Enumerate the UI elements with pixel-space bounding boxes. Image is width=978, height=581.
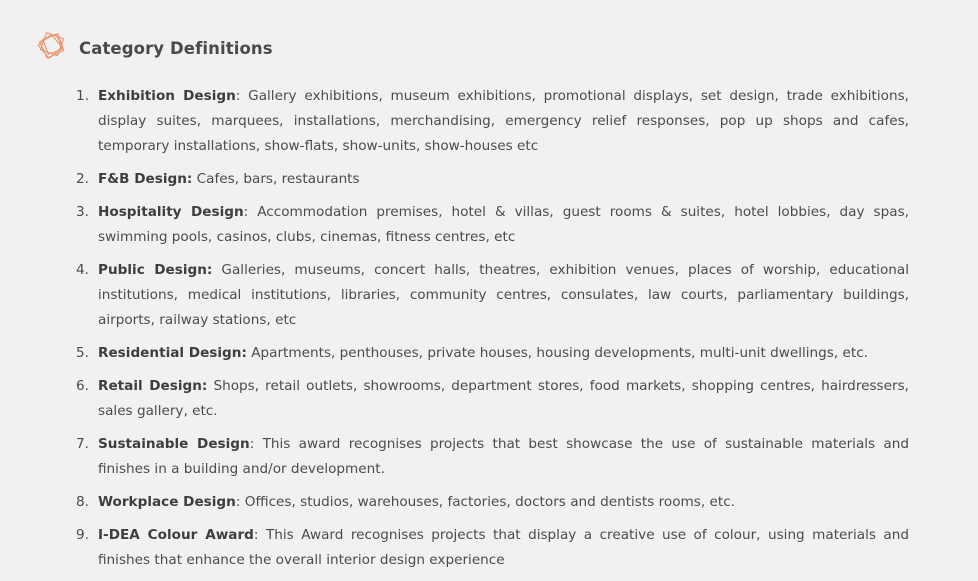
definition-number: 9. (76, 527, 89, 543)
definition-text: : Accommodation premises, hotel & villas, guest rooms & suites, hotel lobbies, day spas, swimming pools, casinos, clubs, cinemas, fitness centres, etc (98, 204, 909, 245)
definition-number: 2. (76, 171, 89, 187)
definition-item (62, 490, 909, 515)
definition-text: : This award recognises projects that best showcase the use of sustainable materials and finishes in a building and/or development. (98, 436, 909, 477)
definition-item (62, 167, 909, 192)
definition-term: I-DEA Colour Award (98, 527, 254, 543)
definition-term: Residential Design: (98, 345, 247, 361)
geometric-squares-logo-icon (33, 26, 71, 68)
definition-term: Retail Design: (98, 378, 208, 394)
definition-text: : Offices, studios, warehouses, factories, doctors and dentists rooms, etc. (235, 494, 735, 510)
category-definitions-list (62, 84, 909, 581)
definition-text: Apartments, penthouses, private houses, housing developments, multi-unit dwellings, etc. (246, 345, 868, 361)
definition-term: Workplace Design (98, 494, 236, 510)
definition-item (62, 523, 909, 573)
definition-number: 1. (76, 88, 89, 104)
definition-number: 8. (76, 494, 89, 510)
definition-term: Sustainable Design (98, 436, 250, 452)
definition-text: Galleries, museums, concert halls, theatres, exhibition venues, places of worship, educational institutions, medical institutions, libraries, community centres, consulates, law courts, parliamentary buildings, airports, railway stations, etc (98, 262, 909, 328)
definition-term: Exhibition Design (98, 88, 236, 104)
definition-term: F&B Design: (98, 171, 193, 187)
definition-number: 3. (76, 204, 89, 220)
definition-text: : This Award recognises projects that display a creative use of colour, using materials and finishes that enhance the overall interior design experience (98, 527, 909, 568)
definition-item (62, 200, 909, 250)
definition-number: 7. (76, 436, 89, 452)
definition-text: : Gallery exhibitions, museum exhibitions, promotional displays, set design, trade exhibitions, display suites, marquees, installations, merchandising, emergency relief responses, pop up shops and cafes, temporary installations, show-flats, show-units, show-houses etc (98, 88, 909, 154)
section-header (33, 26, 273, 68)
page-title: Category Definitions (79, 38, 273, 58)
definition-number: 5. (76, 345, 89, 361)
definition-text: Cafes, bars, restaurants (192, 171, 360, 187)
definition-term: Hospitality Design (98, 204, 244, 220)
definition-item (62, 258, 909, 333)
definition-number: 4. (76, 262, 89, 278)
definition-number: 6. (76, 378, 89, 394)
definition-text: Shops, retail outlets, showrooms, department stores, food markets, shopping centres, hairdressers, sales gallery, etc. (98, 378, 909, 419)
definition-item (62, 374, 909, 424)
definition-term: Public Design: (98, 262, 213, 278)
definition-item (62, 84, 909, 159)
definition-item (62, 432, 909, 482)
definition-item (62, 341, 909, 366)
